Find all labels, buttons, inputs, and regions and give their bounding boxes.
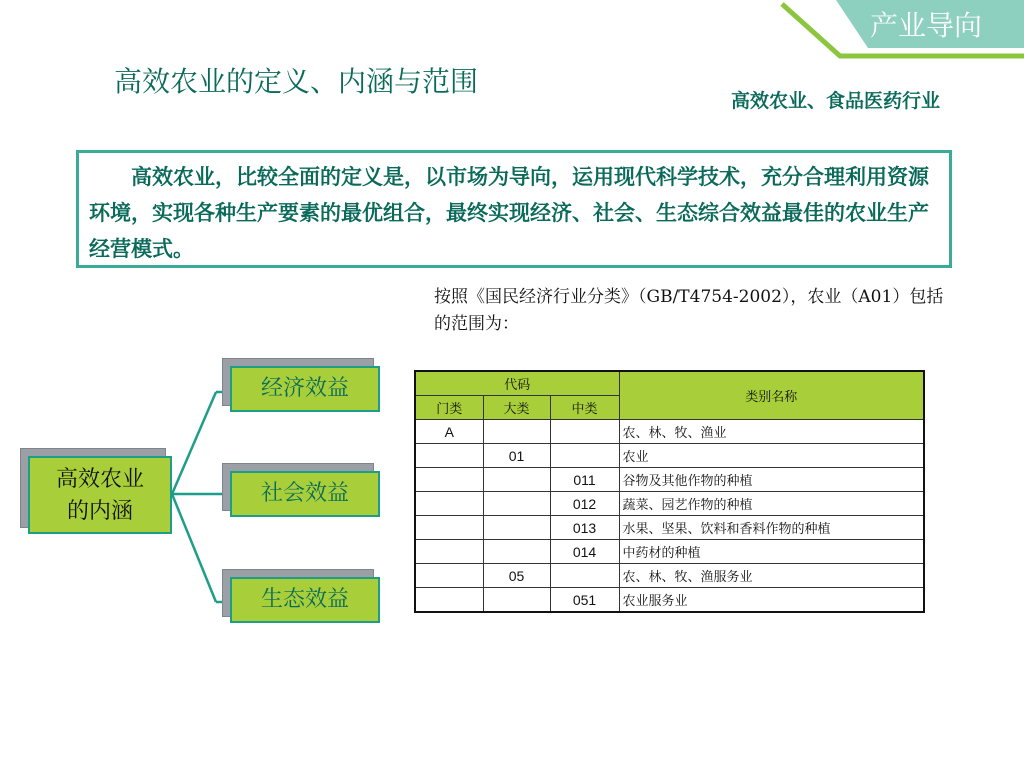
cell-men (415, 564, 483, 588)
leaf-economic-benefit: 经济效益 (230, 366, 380, 412)
table-row (415, 492, 924, 516)
cell-da (483, 468, 550, 492)
cell-category-name: 水果、坚果、饮料和香料作物的种植 (619, 516, 924, 540)
cell-da (483, 492, 550, 516)
cell-da (483, 516, 550, 540)
cell-zhong: 051 (550, 588, 619, 613)
cell-da (483, 420, 550, 444)
table-row (415, 516, 924, 540)
connector-economic (172, 392, 216, 494)
cell-category-name: 谷物及其他作物的种植 (619, 468, 924, 492)
cell-da (483, 540, 550, 564)
cell-category-name: 中药材的种植 (619, 540, 924, 564)
cell-category-name: 农业服务业 (619, 588, 924, 613)
cell-zhong: 011 (550, 468, 619, 492)
cell-da: 01 (483, 444, 550, 468)
classification-table (414, 370, 925, 613)
table-row (415, 444, 924, 468)
cell-category-name: 农、林、牧、渔服务业 (619, 564, 924, 588)
cell-category-name: 蔬菜、园艺作物的种植 (619, 492, 924, 516)
table-row (415, 588, 924, 613)
header-category-name: 类别名称 (619, 371, 924, 420)
leaf-social-benefit: 社会效益 (230, 471, 380, 517)
header-zhong: 中类 (550, 396, 619, 420)
definition-text: 高效农业，比较全面的定义是，以市场为导向，运用现代科学技术，充分合理利用资源环境，实现各种生产要素的最优组合，最终实现经济、社会、生态综合效益最佳的农业生产经营模式。 (89, 165, 929, 261)
header-da: 大类 (483, 396, 550, 420)
root-line2: 的内涵 (66, 499, 133, 524)
cell-men (415, 492, 483, 516)
connector-ecological (172, 494, 216, 602)
definition-box (76, 150, 952, 268)
header-men: 门类 (415, 396, 483, 420)
header-code: 代码 (415, 371, 619, 396)
cell-zhong (550, 420, 619, 444)
cell-men (415, 516, 483, 540)
page-title: 高效农业的定义、内涵与范围 (114, 65, 479, 98)
leaf-ecological-benefit: 生态效益 (230, 577, 380, 623)
connotation-root (28, 456, 172, 534)
table-body (415, 420, 924, 613)
cell-da (483, 588, 550, 613)
cell-men (415, 444, 483, 468)
banner-label: 产业导向 (869, 9, 982, 42)
root-line1: 高效农业 (55, 467, 144, 492)
cell-da: 05 (483, 564, 550, 588)
cell-zhong: 014 (550, 540, 619, 564)
cell-men (415, 468, 483, 492)
page-subtitle: 高效农业、食品医药行业 (731, 90, 941, 112)
cell-zhong: 012 (550, 492, 619, 516)
cell-men (415, 588, 483, 613)
cell-men (415, 540, 483, 564)
cell-zhong: 013 (550, 516, 619, 540)
scope-note: 按照《国民经济行业分类》（GB/T4754-2002），农业（A01）包括的范围为： (434, 287, 944, 334)
cell-category-name: 农业 (619, 444, 924, 468)
table-row (415, 468, 924, 492)
cell-men: A (415, 420, 483, 444)
cell-zhong (550, 444, 619, 468)
cell-zhong (550, 564, 619, 588)
cell-category-name: 农、林、牧、渔业 (619, 420, 924, 444)
table-row (415, 540, 924, 564)
table-row (415, 420, 924, 444)
table-row (415, 564, 924, 588)
